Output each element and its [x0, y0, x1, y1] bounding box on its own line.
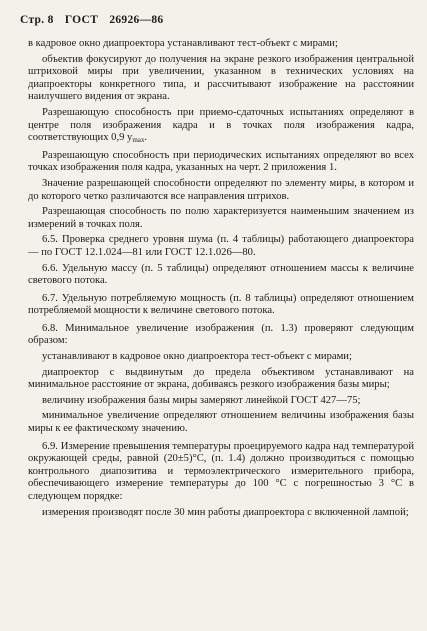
- paragraph-text: Разрешающую способность при приемо-сдаточных испытаниях определяют в центре поля изображения кадра и в точках поля изображения кадра, соответствующих 0,9 y: [28, 106, 414, 144]
- paragraph: величину изображения базы миры замеряют линейкой ГОСТ 427—75;: [42, 394, 361, 406]
- paragraph: объектив фокусируют до получения на экране резкого изображения центральной штриховой миры при увеличении, указанном в технических условиях на диапроекторы конкретного типа, и рассчитывают изображение на расстоянии наилучшего видения от экрана.: [28, 53, 414, 103]
- paragraph: 6.7. Удельную потребляемую мощность (п. 8 таблицы) определяют отношением потребляемой мощности к величине светового потока.: [28, 292, 414, 317]
- paragraph: 6.5. Проверка среднего уровня шума (п. 4 таблицы) работающего диапроектора — по ГОСТ 12.1.024—81 или ГОСТ 12.1.026—80.: [28, 234, 414, 258]
- paragraph: 6.8. Минимальное увеличение изображения (п. 1.3) проверяют следующим образом:: [28, 322, 414, 347]
- paragraph: в кадровое окно диапроектора устанавливают тест-объект с мирами;: [28, 38, 338, 49]
- paragraph: 6.6. Удельную массу (п. 5 таблицы) определяют отношением массы к величине светового потока.: [28, 262, 414, 287]
- standard-label: ГОСТ: [64, 14, 99, 26]
- standard-number: 26926—86: [109, 14, 164, 26]
- ymax-suffix: .: [144, 132, 148, 144]
- body-text: [28, 38, 414, 522]
- ymax-subscript: max: [132, 136, 145, 145]
- page-number: Стр. 8: [20, 14, 54, 26]
- paragraph: устанавливают в кадровое окно диапроектора тест-объект с мирами;: [42, 351, 352, 363]
- paragraph: [28, 107, 414, 147]
- paragraph: Разрешающую способность при периодических испытаниях определяют во всех точках изображения поля кадра, указанных на черт. 2 приложения 1.: [28, 149, 414, 174]
- paragraph: Разрешающая способность по полю характеризуется наименьшим значением из измерений в точках поля.: [28, 206, 414, 230]
- paragraph: 6.9. Измерение превышения температуры проецируемого кадра над температурой окружающей среды, равной (20±5)°С, (п. 1.4) должно производиться с помощью контрольного диапозитива и термоэлектрического измерительного прибора, обеспечивающего измерение температуры до 100 °С с погрешностью 3 °С в следующем порядке:: [28, 440, 414, 502]
- paragraph: Значение разрешающей способности определяют по элементу миры, в котором и до которого четко различаются все направления штрихов.: [28, 177, 414, 202]
- page-header: [20, 14, 171, 26]
- paragraph: измерения производят после 30 мин работы диапроектора с включенной лампой;: [42, 506, 409, 518]
- paragraph: минимальное увеличение определяют отношением величины изображения базы миры к ее фактическому значению.: [28, 410, 414, 435]
- paragraph: диапроектор с выдвинутым до предела объективом устанавливают на минимальное расстояние от экрана, добиваясь резкого изображения базы миры;: [28, 366, 414, 391]
